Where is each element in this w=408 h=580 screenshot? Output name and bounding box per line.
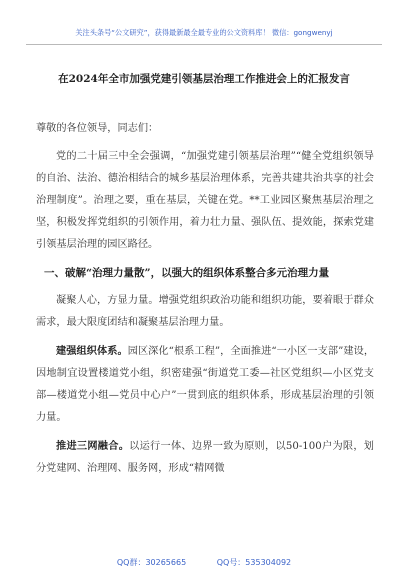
section-paragraph-organization: [36, 340, 374, 429]
section-paragraph: 凝聚人心，方显力量。增强党组织政治功能和组织功能，要着眼于群众需求，最大限度团结和凝聚基层治理力量。: [36, 295, 374, 328]
header-banner: 关注头条号“公文研究”，获得最新最全最专业的公文资料库！ 微信：gongwenyj: [75, 28, 333, 37]
footer-contact: [0, 557, 408, 568]
footer-qq: QQ号：535304092: [216, 558, 292, 567]
document-title: 在2024年全市加强党建引领基层治理工作推进会上的汇报发言: [58, 73, 350, 85]
footer-qq-group: QQ群：30265665: [116, 558, 187, 567]
section-paragraph-networks: [36, 435, 374, 480]
section-heading: 一、破解“治理力量散”，以强大的组织体系整合多元治理力量: [44, 267, 330, 279]
document-body: [36, 118, 374, 480]
intro-paragraph: 党的二十届三中全会强调，“加强党建引领基层治理”“健全党组织领导的自治、法治、德治相结合的城乡基层治理体系，完善共建共治共享的社会治理制度”。治理之要，重在基层，关键在党。**工业园区聚焦基层治理之坚，积极发挥党组织的引领作用，着力壮力量、强队伍、提效能，探索党建引领基层治理的园区路径。: [36, 151, 374, 250]
header-divider: [26, 44, 382, 45]
paragraph-body: 园区深化“根系工程”，全面推进“一小区一支部”建设，因地制宜设置楼道党小组，织密建强“街道党工委—社区党组织—小区党支部—楼道党小组—党员中心户”一贯到底的组织体系，形成基层治理的引领力量。: [36, 346, 375, 423]
paragraph-body: 以运行一体、边界一致为原则，以50-100户为限，划分党建网、治理网、服务网，形成“精网微: [36, 441, 374, 474]
paragraph-lead: 推进三网融合。: [56, 440, 130, 452]
salutation: 尊敬的各位领导，同志们：: [36, 123, 159, 134]
paragraph-lead: 建强组织体系。: [56, 345, 128, 357]
